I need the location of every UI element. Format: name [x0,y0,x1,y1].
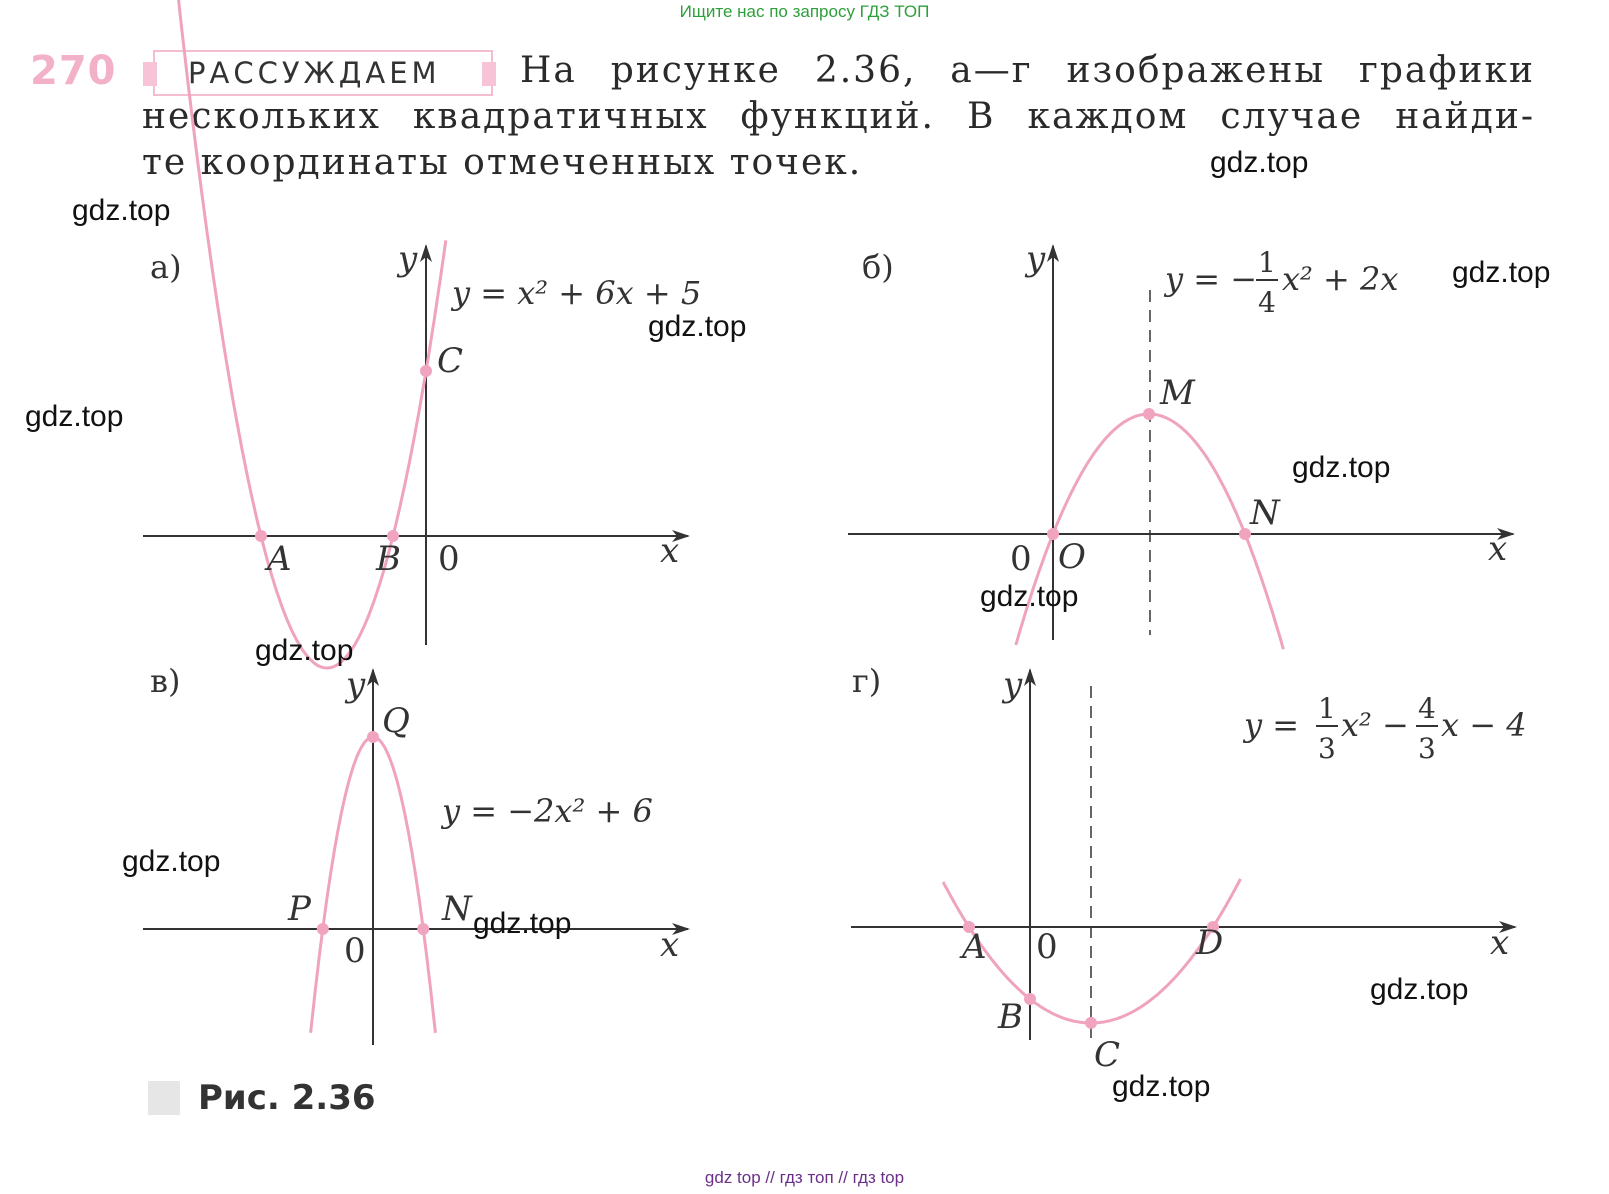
point-label-d-B: B [998,997,1023,1037]
bottom-watermark: gdz top // гдз топ // гдз top [704,1168,905,1187]
task-line-3: те координаты отмеченных точек. [142,142,863,183]
point-d-B [1024,993,1036,1005]
formula-d-rhs: x − 4 [1441,706,1527,744]
task-number: 270 [30,48,117,94]
point-d-C [1085,1017,1097,1029]
point-label-a-B: B [376,539,401,579]
formula-d-den2: 3 [1418,732,1436,765]
formula-d-lhs: y = [1244,706,1300,744]
y-axis-label-b: y [1026,239,1046,279]
graph-b [848,239,1513,649]
watermark: gdz.top [980,580,1079,613]
task-line-1: На рисунке 2.36, а—г изображены графики [520,50,1535,91]
formula-b-numerator: 1 [1258,246,1276,279]
formula-c: y = −2x² + 6 [442,792,653,830]
point-label-c-P: P [288,889,311,929]
point-label-d-C: C [1094,1035,1121,1075]
origin-label-b: 0 [1010,539,1032,579]
point-a-A [255,530,267,542]
formula-d-num2: 4 [1418,692,1436,725]
formula-a: y = x² + 6x + 5 [452,274,702,312]
panel-label-a: а) [150,248,182,286]
panel-label-c: в) [150,662,181,700]
point-c-N [417,923,429,935]
formula-d-mid: x² − [1341,706,1409,744]
watermark: gdz.top [1370,973,1469,1006]
formula-b-lhs: y = − [1165,260,1258,298]
point-c-Q [367,731,379,743]
point-label-b-M: M [1160,373,1195,413]
point-label-a-A: A [267,539,292,579]
x-axis-label-b: x [1488,529,1508,569]
y-axis-label-d: y [1003,665,1023,705]
watermark: gdz.top [1452,256,1551,289]
figure-caption: Рис. 2.36 [198,1078,376,1118]
point-a-C [420,365,432,377]
task-line-2: нескольких квадратичных функций. В каждом случае найди- [142,96,1535,137]
watermark: gdz.top [1112,1070,1211,1103]
formula-d-den1: 3 [1318,732,1336,765]
formula-d-num1: 1 [1318,692,1336,725]
y-axis-label-c: y [346,665,366,705]
y-axis-label-a: y [398,239,418,279]
point-b-M [1143,408,1155,420]
watermark: gdz.top [1210,146,1309,179]
formula-b-rhs: x² + 2x [1282,260,1399,298]
watermark: gdz.top [648,310,747,343]
origin-label-c: 0 [344,931,366,971]
point-label-d-A: A [962,927,987,967]
origin-label-d: 0 [1036,927,1058,967]
point-label-b-N: N [1250,493,1280,533]
watermark: gdz.top [255,634,354,667]
point-label-b-O: O [1058,537,1086,577]
graph-c [143,662,688,1045]
graph-a [136,0,702,668]
watermark: gdz.top [122,845,221,878]
point-label-c-N: N [442,889,472,929]
panel-label-b: б) [862,248,894,286]
x-axis-label-c: x [660,925,680,965]
caption-marker [148,1081,180,1115]
formula-b-denominator: 4 [1258,286,1276,319]
point-label-d-D: D [1196,923,1224,963]
watermark: gdz.top [25,400,124,433]
origin-label-a: 0 [438,539,460,579]
graph-d [851,662,1527,1075]
task-tag: РАССУЖДАЕМ [188,56,441,90]
x-axis-label-a: x [660,531,680,571]
top-watermark: Ищите нас по запросу ГДЗ ТОП [679,2,930,21]
x-axis-label-d: x [1490,923,1510,963]
watermark: gdz.top [473,907,572,940]
watermark: gdz.top [72,194,171,227]
panel-label-d: г) [852,662,882,700]
point-label-a-C: C [437,341,464,381]
point-label-c-Q: Q [382,701,410,741]
watermark: gdz.top [1292,451,1391,484]
point-c-P [317,923,329,935]
